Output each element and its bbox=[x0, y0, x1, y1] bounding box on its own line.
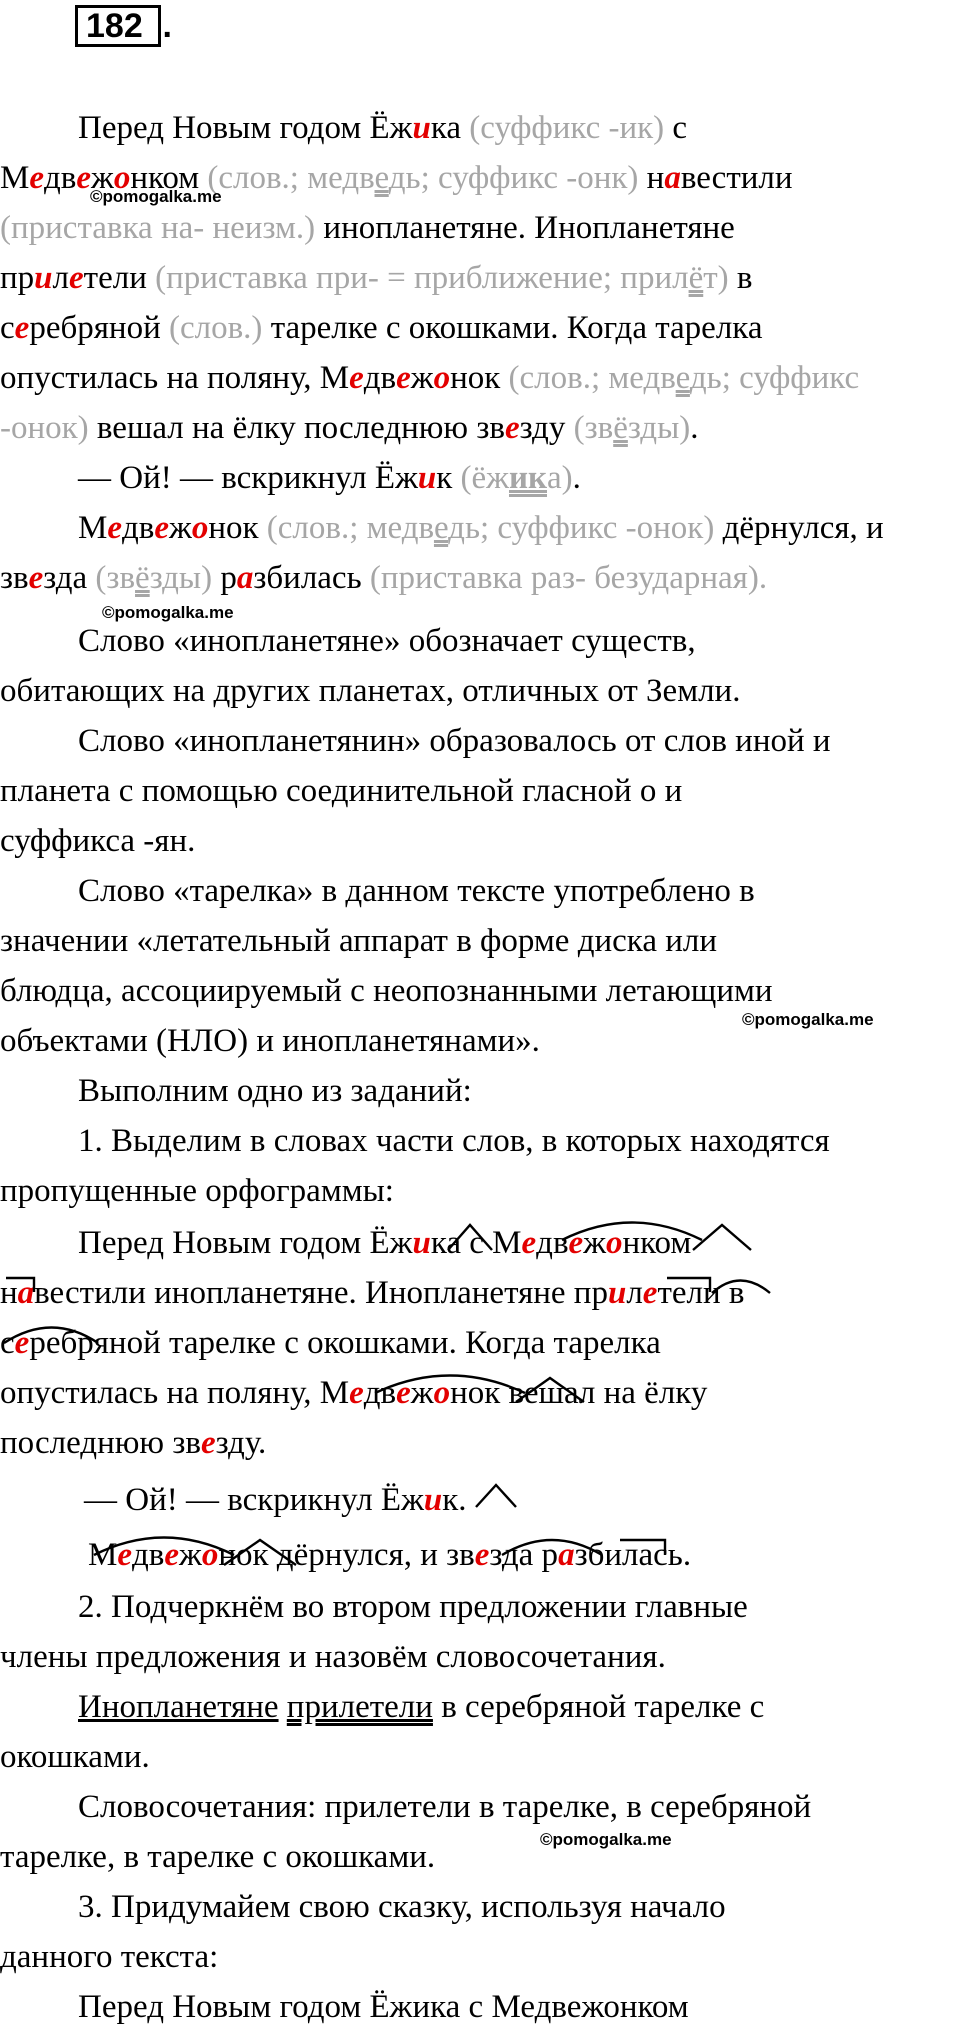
text-fragment: л bbox=[626, 1275, 643, 1311]
text-fragment: — Ой! — вскрикнул Ёж bbox=[78, 460, 418, 496]
text-fragment: дь; суффикс -онк) bbox=[388, 160, 639, 196]
note: (приставка раз- безударная) bbox=[369, 560, 759, 596]
highlight-letter: е bbox=[117, 1537, 132, 1573]
text-fragment: последнюю зв bbox=[0, 1425, 201, 1461]
text-fragment: збилась bbox=[253, 560, 370, 596]
text-fragment: — Ой! — вскрикнул Ёж bbox=[84, 1482, 424, 1518]
highlight-letter: е bbox=[76, 160, 92, 196]
text-fragment: опустилась на поляну, М bbox=[0, 1375, 350, 1411]
highlight-letter: и bbox=[423, 1482, 443, 1518]
text-fragment: (слов.; медв bbox=[266, 510, 434, 546]
note bbox=[461, 460, 573, 496]
text-fragment: пр bbox=[0, 260, 35, 296]
text-fragment: (ёж bbox=[460, 460, 509, 496]
note bbox=[267, 510, 715, 546]
text-line-28 bbox=[84, 1475, 954, 1525]
text-fragment: (зв bbox=[95, 560, 136, 596]
text-fragment: ка bbox=[430, 110, 470, 146]
highlight-letter: а bbox=[17, 1275, 35, 1311]
text-line-1 bbox=[78, 103, 958, 153]
text-line-23 bbox=[78, 1218, 958, 1268]
text-fragment: опустилась на поляну, М bbox=[0, 360, 350, 396]
text-fragment bbox=[279, 1689, 287, 1725]
text-line-35: тарелке, в тарелке с окошками. bbox=[0, 1839, 436, 1875]
text-fragment: Перед Новым годом Ёж bbox=[78, 1225, 413, 1261]
text-fragment: дь; суффикс bbox=[689, 360, 860, 396]
highlight-letter: е bbox=[14, 1325, 30, 1361]
text-line-33: окошками. bbox=[0, 1739, 150, 1775]
text-fragment: к bbox=[436, 460, 461, 496]
text-fragment: вестили инопланетяне. Инопланетяне пр bbox=[34, 1275, 608, 1311]
text-fragment: тели bbox=[83, 260, 156, 296]
text-fragment: ж bbox=[410, 1375, 434, 1411]
text-fragment: нком bbox=[130, 160, 208, 196]
text-fragment: . bbox=[572, 460, 581, 496]
highlight-letter: е bbox=[107, 510, 122, 546]
note bbox=[95, 560, 212, 596]
text-fragment: зды) bbox=[149, 560, 213, 596]
text-fragment: (приставка при- = приближение; прил bbox=[155, 260, 689, 296]
text-line-20: Выполним одно из заданий: bbox=[78, 1073, 472, 1109]
text-fragment: вешал на ёлку последнюю зв bbox=[88, 410, 505, 446]
text-line-7 bbox=[0, 403, 960, 453]
highlight-letter: е bbox=[642, 1275, 658, 1311]
text-fragment: л bbox=[52, 260, 69, 296]
text-fragment: к. bbox=[442, 1482, 467, 1518]
text-line-21: 1. Выделим в словах части слов, в которых находятся bbox=[78, 1123, 830, 1159]
highlight-letter: е bbox=[154, 510, 170, 546]
highlight-letter: е bbox=[474, 1537, 490, 1573]
highlight-letter: а bbox=[664, 160, 681, 196]
text-fragment: Перед Новым годом Ёж bbox=[78, 110, 413, 146]
highlight-letter: е bbox=[396, 360, 411, 396]
text-fragment: зды) bbox=[627, 410, 691, 446]
text-line-17: значении «летательный аппарат в форме диска или bbox=[0, 923, 718, 959]
highlight-letter: и bbox=[412, 1225, 431, 1261]
note: (суффикс -ик) bbox=[469, 110, 665, 146]
text-line-29 bbox=[88, 1530, 954, 1580]
highlight-letter: е bbox=[349, 1375, 364, 1411]
note bbox=[207, 160, 638, 196]
text-fragment: ка с М bbox=[430, 1225, 522, 1261]
predicate-underlined: прилетели bbox=[286, 1689, 433, 1725]
highlight-letter: е bbox=[504, 410, 520, 446]
note: (приставка на- неизм.) bbox=[0, 210, 316, 246]
text-line-4 bbox=[0, 253, 960, 303]
text-fragment: зда р bbox=[489, 1537, 559, 1573]
text-line-16: Слово «тарелка» в данном тексте употреблено в bbox=[78, 873, 755, 909]
text-fragment: дв bbox=[536, 1225, 569, 1261]
text-line-31: члены предложения и назовём словосочетания. bbox=[0, 1639, 666, 1675]
text-fragment: збилась. bbox=[574, 1537, 692, 1573]
text-fragment: нок bbox=[208, 510, 267, 546]
note bbox=[155, 260, 729, 296]
highlight-letter: и bbox=[607, 1275, 627, 1311]
text-fragment: ё bbox=[613, 410, 628, 446]
text-line-15: суффикса -ян. bbox=[0, 823, 196, 859]
text-line-11: Слово «инопланетяне» обозначает существ, bbox=[78, 623, 696, 659]
text-fragment: зв bbox=[0, 560, 29, 596]
highlight-letter: е bbox=[28, 560, 44, 596]
text-fragment: дь; суффикс -онок) bbox=[448, 510, 715, 546]
text-fragment: нок дёрнулся, и зв bbox=[218, 1537, 475, 1573]
exercise-number-box bbox=[75, 5, 172, 47]
watermark: ©pomogalka.me bbox=[540, 1830, 672, 1849]
text-line-38: Перед Новым годом Ёжика с Медвежонком bbox=[78, 1989, 689, 2025]
highlight-letter: о bbox=[201, 1537, 219, 1573]
highlight-letter: е bbox=[14, 310, 30, 346]
text-fragment: ж bbox=[169, 510, 192, 546]
highlight-letter: е bbox=[568, 1225, 584, 1261]
text-fragment: тели в bbox=[657, 1275, 745, 1311]
highlight-letter: и bbox=[417, 460, 437, 496]
text-fragment: зда bbox=[43, 560, 96, 596]
text-fragment: нком bbox=[622, 1225, 692, 1261]
text-fragment: с bbox=[664, 110, 688, 146]
watermark: ©pomogalka.me bbox=[90, 187, 222, 206]
note: (слов.) bbox=[169, 310, 263, 346]
text-line-9 bbox=[78, 503, 958, 553]
text-fragment: дв bbox=[44, 160, 77, 196]
highlight-letter: о bbox=[433, 360, 451, 396]
text-fragment: е bbox=[433, 510, 449, 546]
text-line-5 bbox=[0, 303, 960, 353]
text-fragment: р bbox=[212, 560, 237, 596]
text-fragment: вестили bbox=[680, 160, 793, 196]
text-line-6 bbox=[0, 353, 960, 403]
text-fragment: зду. bbox=[215, 1425, 267, 1461]
highlight-letter: е bbox=[29, 160, 44, 196]
text-fragment: М bbox=[0, 160, 30, 196]
text-fragment: ж bbox=[91, 160, 114, 196]
text-line-24 bbox=[0, 1268, 960, 1318]
text-fragment: нок вешал на ёлку bbox=[450, 1375, 708, 1411]
text-fragment: ё bbox=[688, 260, 704, 296]
text-line-18: блюдца, ассоциируемый с неопознанными летающими bbox=[0, 973, 773, 1009]
highlight-letter: а bbox=[558, 1537, 575, 1573]
highlight-letter: о bbox=[191, 510, 209, 546]
text-fragment: ребряной тарелке с окошками. Когда тарелка bbox=[29, 1325, 661, 1361]
text-fragment: зду bbox=[519, 410, 574, 446]
text-line-22: пропущенные орфограммы: bbox=[0, 1173, 394, 1209]
text-fragment: ж bbox=[583, 1225, 606, 1261]
text-fragment: дв bbox=[363, 1375, 397, 1411]
highlight-letter: е bbox=[349, 360, 364, 396]
text-line-34: Словосочетания: прилетели в тарелке, в серебряной bbox=[78, 1789, 812, 1825]
text-line-26 bbox=[0, 1368, 960, 1418]
highlight-letter: а bbox=[236, 560, 254, 596]
text-line-14: планета с помощью соединительной гласной о и bbox=[0, 773, 683, 809]
text-fragment: тарелке с окошками. Когда тарелка bbox=[262, 310, 763, 346]
text-line-10 bbox=[0, 553, 960, 603]
highlight-letter: е bbox=[521, 1225, 537, 1261]
text-line-13: Слово «инопланетянин» образовалось от слов иной и bbox=[78, 723, 831, 759]
watermark: ©pomogalka.me bbox=[742, 1010, 874, 1029]
text-fragment: инопланетяне. Инопланетяне bbox=[315, 210, 735, 246]
text-line-32 bbox=[78, 1682, 958, 1732]
text-fragment: н bbox=[0, 1275, 18, 1311]
text-line-8 bbox=[78, 453, 958, 503]
text-fragment: (слов.; медв bbox=[508, 360, 676, 396]
text-fragment: (зв bbox=[573, 410, 614, 446]
text-fragment: нок bbox=[450, 360, 509, 396]
text-line-30: 2. Подчеркнём во втором предложении главные bbox=[78, 1589, 748, 1625]
text-fragment: в серебряной тарелке с bbox=[432, 1689, 765, 1725]
exercise-number: 182 bbox=[86, 7, 143, 45]
text-line-27 bbox=[0, 1418, 960, 1468]
text-fragment: н bbox=[638, 160, 665, 196]
text-fragment: с bbox=[0, 310, 15, 346]
note: -онок) bbox=[0, 410, 89, 446]
subject-underlined: Инопланетяне bbox=[78, 1689, 279, 1725]
text-fragment: . bbox=[690, 410, 699, 446]
text-fragment: е bbox=[374, 160, 389, 196]
text-line-19: объектами (НЛО) и инопланетянами». bbox=[0, 1023, 540, 1059]
text-fragment: дв bbox=[363, 360, 397, 396]
text-fragment: в bbox=[728, 260, 753, 296]
text-line-37: данного текста: bbox=[0, 1939, 219, 1975]
highlight-letter: и bbox=[412, 110, 431, 146]
text-line-36: 3. Придумайем свою сказку, используя начало bbox=[78, 1889, 726, 1925]
text-fragment: ж bbox=[410, 360, 434, 396]
highlight-letter: е bbox=[396, 1375, 411, 1411]
text-fragment: т) bbox=[703, 260, 729, 296]
text-line-25 bbox=[0, 1318, 960, 1368]
watermark: ©pomogalka.me bbox=[102, 603, 234, 622]
text-line-3 bbox=[0, 203, 960, 253]
highlight-letter: е bbox=[164, 1537, 180, 1573]
text-fragment: ребряной bbox=[29, 310, 169, 346]
text-fragment: с bbox=[0, 1325, 15, 1361]
text-fragment: а) bbox=[547, 460, 573, 496]
note bbox=[574, 410, 691, 446]
text-fragment: М bbox=[78, 510, 108, 546]
highlight-letter: о bbox=[606, 1225, 623, 1261]
text-fragment: дв bbox=[122, 510, 155, 546]
text-line-12: обитающих на других планетах, отличных от Земли. bbox=[0, 673, 741, 709]
text-fragment: ё bbox=[135, 560, 150, 596]
text-fragment: ик bbox=[508, 460, 548, 496]
highlight-letter: и bbox=[34, 260, 53, 296]
text-fragment: ж bbox=[179, 1537, 202, 1573]
text-fragment: М bbox=[88, 1537, 118, 1573]
note bbox=[509, 360, 860, 396]
highlight-letter: е bbox=[200, 1425, 216, 1461]
text-fragment: дв bbox=[132, 1537, 165, 1573]
text-fragment: (слов.; медв bbox=[207, 160, 375, 196]
highlight-letter: о bbox=[113, 160, 131, 196]
text-fragment: . bbox=[758, 560, 768, 596]
text-fragment: дёрнулся, и bbox=[714, 510, 884, 546]
highlight-letter: о bbox=[433, 1375, 451, 1411]
exercise-number-dot: . bbox=[162, 7, 172, 45]
text-fragment: е bbox=[675, 360, 690, 396]
highlight-letter: е bbox=[69, 260, 84, 296]
